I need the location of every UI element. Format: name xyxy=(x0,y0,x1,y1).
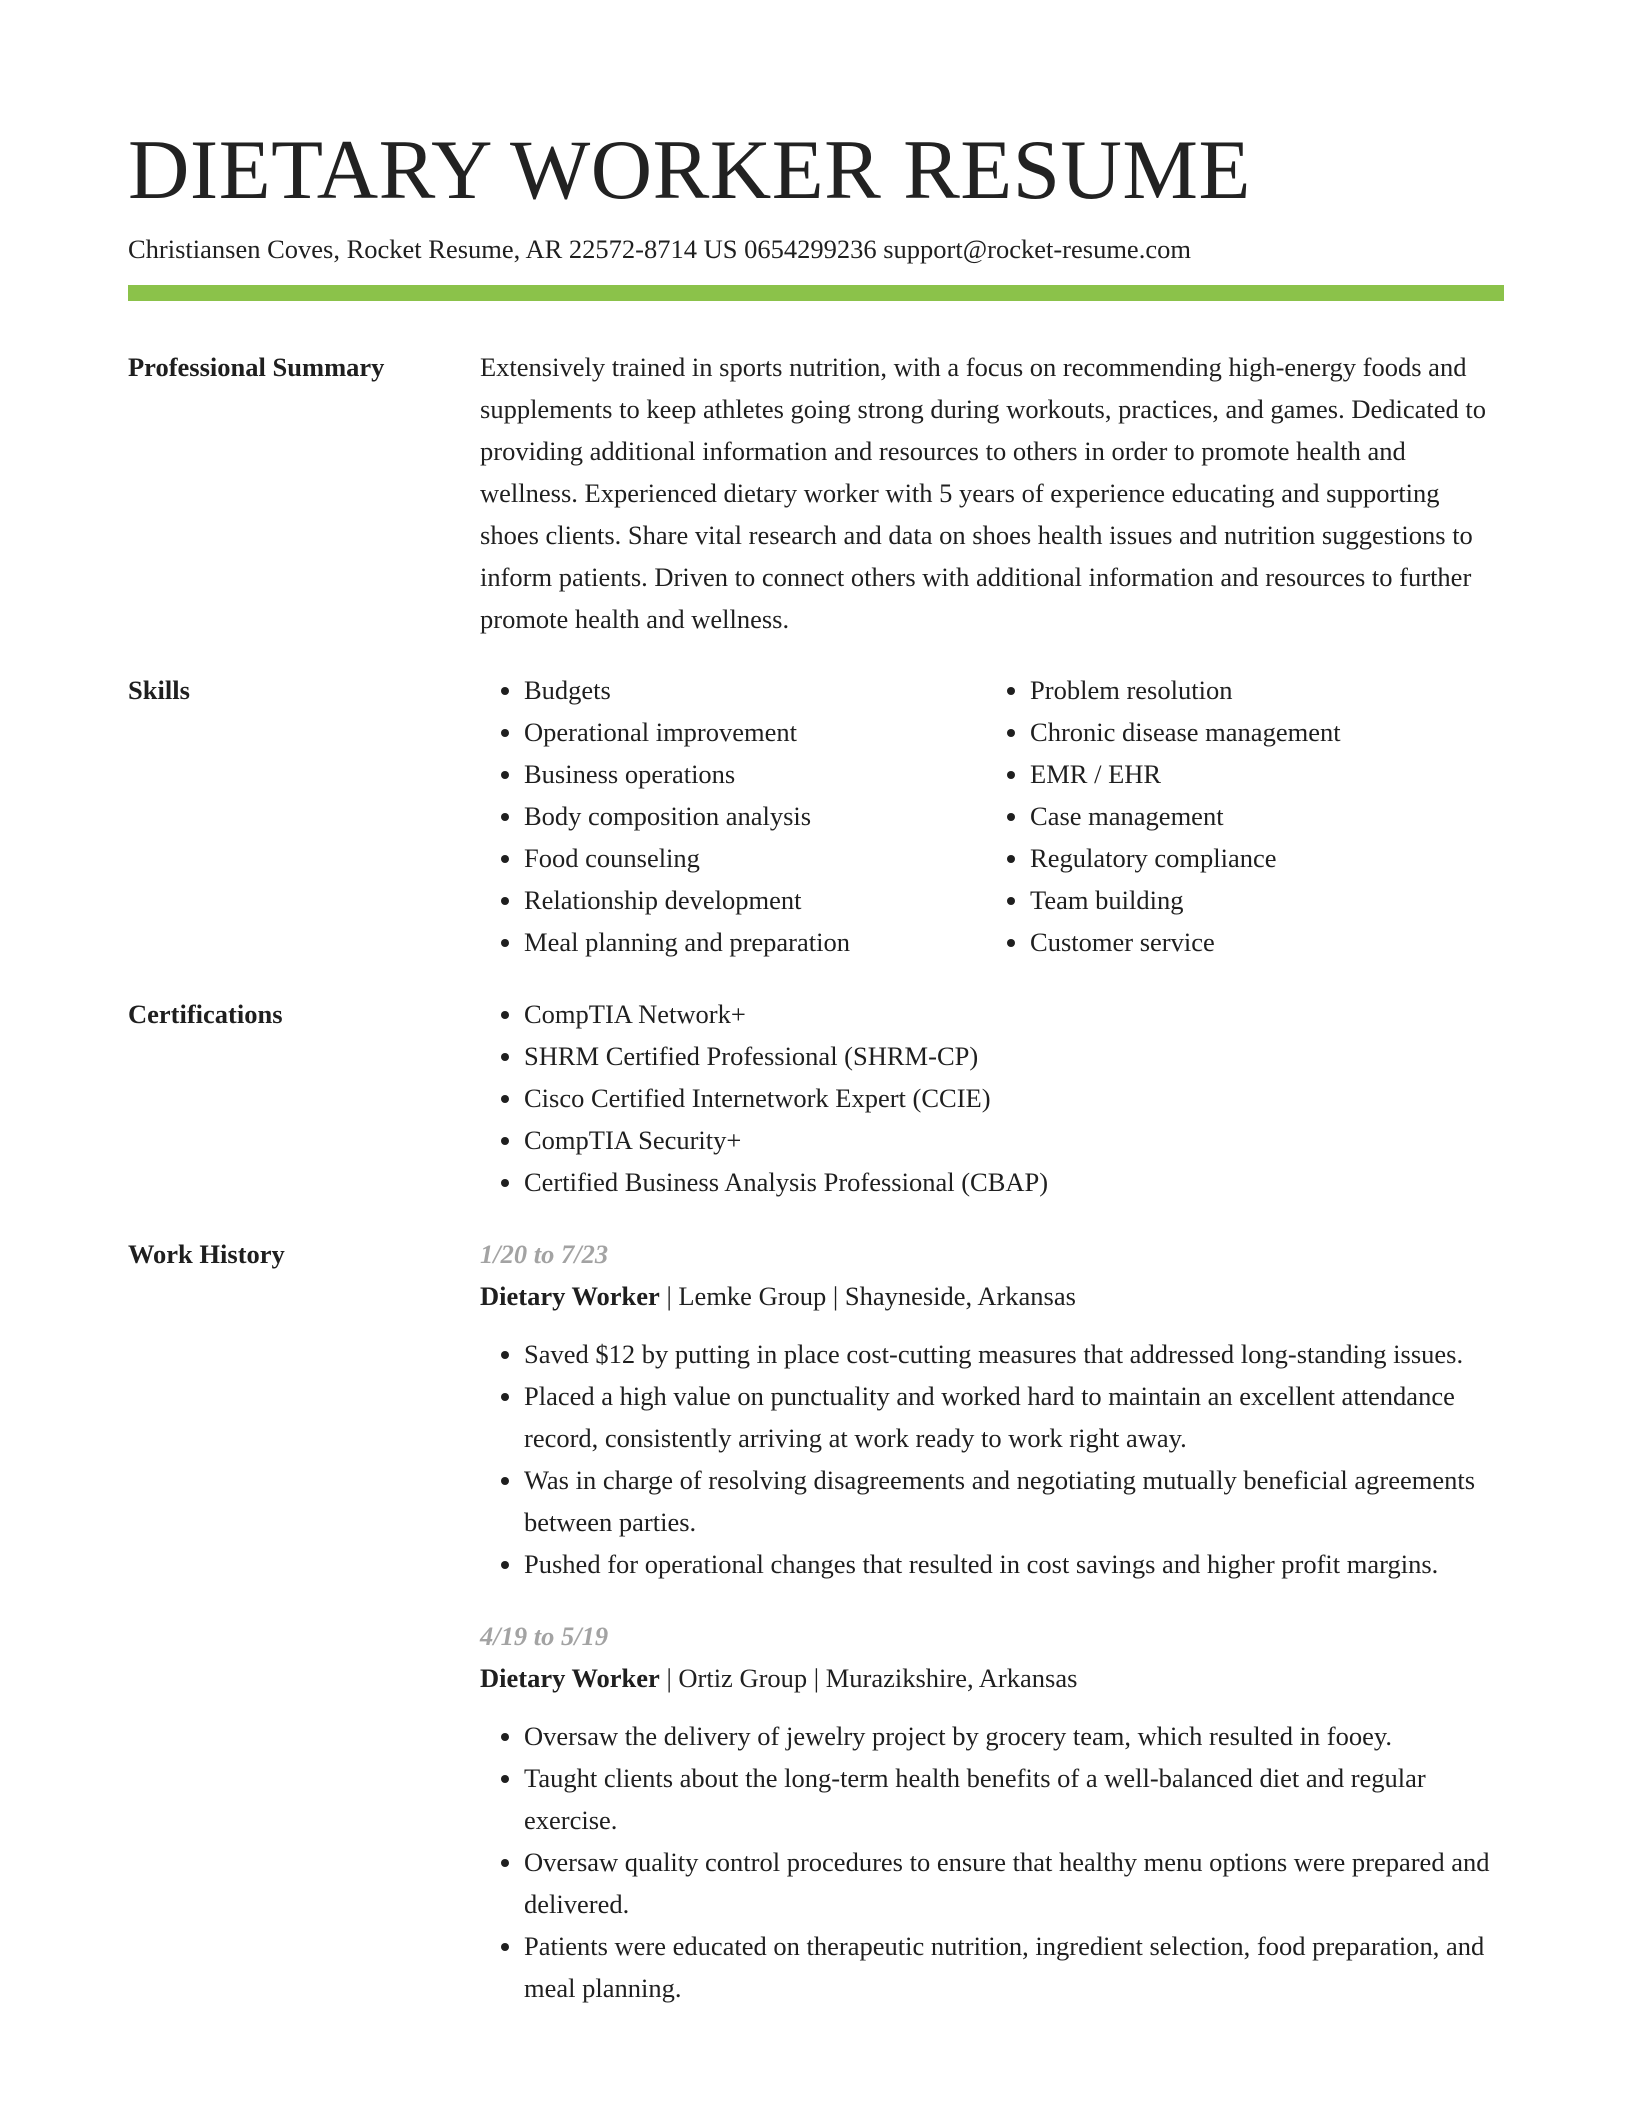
skill-item: • Regulatory compliance xyxy=(1030,837,1504,879)
skill-item: • Budgets xyxy=(524,669,982,711)
job-details: | Ortiz Group | Murazikshire, Arkansas xyxy=(659,1663,1078,1693)
job-bullet: • Placed a high value on punctuality and worked hard to maintain an excellent attendance record, consistently arriving at work ready to work right away. xyxy=(524,1375,1504,1459)
job-heading xyxy=(480,1657,1504,1699)
contact-email: support@rocket-resume.com xyxy=(883,234,1191,264)
skills-body xyxy=(480,669,1504,963)
job-bullets xyxy=(480,1333,1504,1585)
skill-item: • Chronic disease management xyxy=(1030,711,1504,753)
skill-item: • Body composition analysis xyxy=(524,795,982,837)
job-heading xyxy=(480,1275,1504,1317)
certifications-list xyxy=(480,993,1504,1203)
job-bullet: • Saved $12 by putting in place cost-cutting measures that addressed long-standing issues. xyxy=(524,1333,1504,1375)
header-divider xyxy=(128,285,1504,301)
job-details: | Lemke Group | Shayneside, Arkansas xyxy=(659,1281,1076,1311)
skill-item: • Case management xyxy=(1030,795,1504,837)
skill-item: • Relationship development xyxy=(524,879,982,921)
certifications-body xyxy=(480,993,1504,1203)
job-bullet: • Oversaw quality control procedures to ensure that healthy menu options were prepared and delivered. xyxy=(524,1841,1504,1925)
job-dates: 4/19 to 5/19 xyxy=(480,1621,609,1651)
job-dates: 1/20 to 7/23 xyxy=(480,1239,609,1269)
job-bullet: • Oversaw the delivery of jewelry project by grocery team, which resulted in fooey. xyxy=(524,1715,1504,1757)
contact-address: Christiansen Coves, Rocket Resume, AR 22572-8714 US xyxy=(128,234,738,264)
skills-column-1 xyxy=(480,669,982,963)
contact-line xyxy=(128,232,1191,266)
certifications-heading: Certifications xyxy=(128,999,283,1029)
skill-item: • Team building xyxy=(1030,879,1504,921)
job-bullet: • Pushed for operational changes that resulted in cost savings and higher profit margins. xyxy=(524,1543,1504,1585)
job-title: Dietary Worker xyxy=(480,1663,660,1693)
summary-text: Extensively trained in sports nutrition, with a focus on recommending high-energy foods and supplements to keep athletes going strong during workouts, practices, and games. Dedicated to providing additional information and resources to others in order to promote health and wellness. Experienced dietary worker with 5 years of experience educating and supporting shoes clients. Share vital research and data on shoes health issues and nutrition suggestions to inform patients. Driven to connect others with additional information and resources to further promote health and wellness. xyxy=(480,352,1487,634)
job-entry xyxy=(480,1233,1504,1585)
work-history-body xyxy=(480,1233,1504,2009)
job-bullet: • Patients were educated on therapeutic nutrition, ingredient selection, food preparation, and meal planning. xyxy=(524,1925,1504,2009)
certification-item: • SHRM Certified Professional (SHRM-CP) xyxy=(524,1035,1504,1077)
skills-columns xyxy=(480,669,1504,963)
job-entry xyxy=(480,1615,1504,2009)
resume-title: DIETARY WORKER RESUME xyxy=(128,123,1251,217)
certification-item: • CompTIA Security+ xyxy=(524,1119,1504,1161)
skill-item: • Meal planning and preparation xyxy=(524,921,982,963)
job-title: Dietary Worker xyxy=(480,1281,660,1311)
certification-item: • Cisco Certified Internetwork Expert (CCIE) xyxy=(524,1077,1504,1119)
skill-item: • Operational improvement xyxy=(524,711,982,753)
job-bullet: • Taught clients about the long-term health benefits of a well-balanced diet and regular exercise. xyxy=(524,1757,1504,1841)
certification-item: • CompTIA Network+ xyxy=(524,993,1504,1035)
skill-item: • Customer service xyxy=(1030,921,1504,963)
skill-item: • EMR / EHR xyxy=(1030,753,1504,795)
skills-heading: Skills xyxy=(128,675,190,705)
summary-body xyxy=(480,346,1504,640)
work-history-heading: Work History xyxy=(128,1239,285,1269)
skills-column-2 xyxy=(986,669,1504,963)
summary-heading: Professional Summary xyxy=(128,352,385,382)
skill-item: • Food counseling xyxy=(524,837,982,879)
job-bullets xyxy=(480,1715,1504,2009)
certification-item: • Certified Business Analysis Professional (CBAP) xyxy=(524,1161,1504,1203)
job-bullet: • Was in charge of resolving disagreements and negotiating mutually beneficial agreements between parties. xyxy=(524,1459,1504,1543)
skill-item: • Business operations xyxy=(524,753,982,795)
skill-item: • Problem resolution xyxy=(1030,669,1504,711)
contact-phone: 0654299236 xyxy=(744,234,877,264)
